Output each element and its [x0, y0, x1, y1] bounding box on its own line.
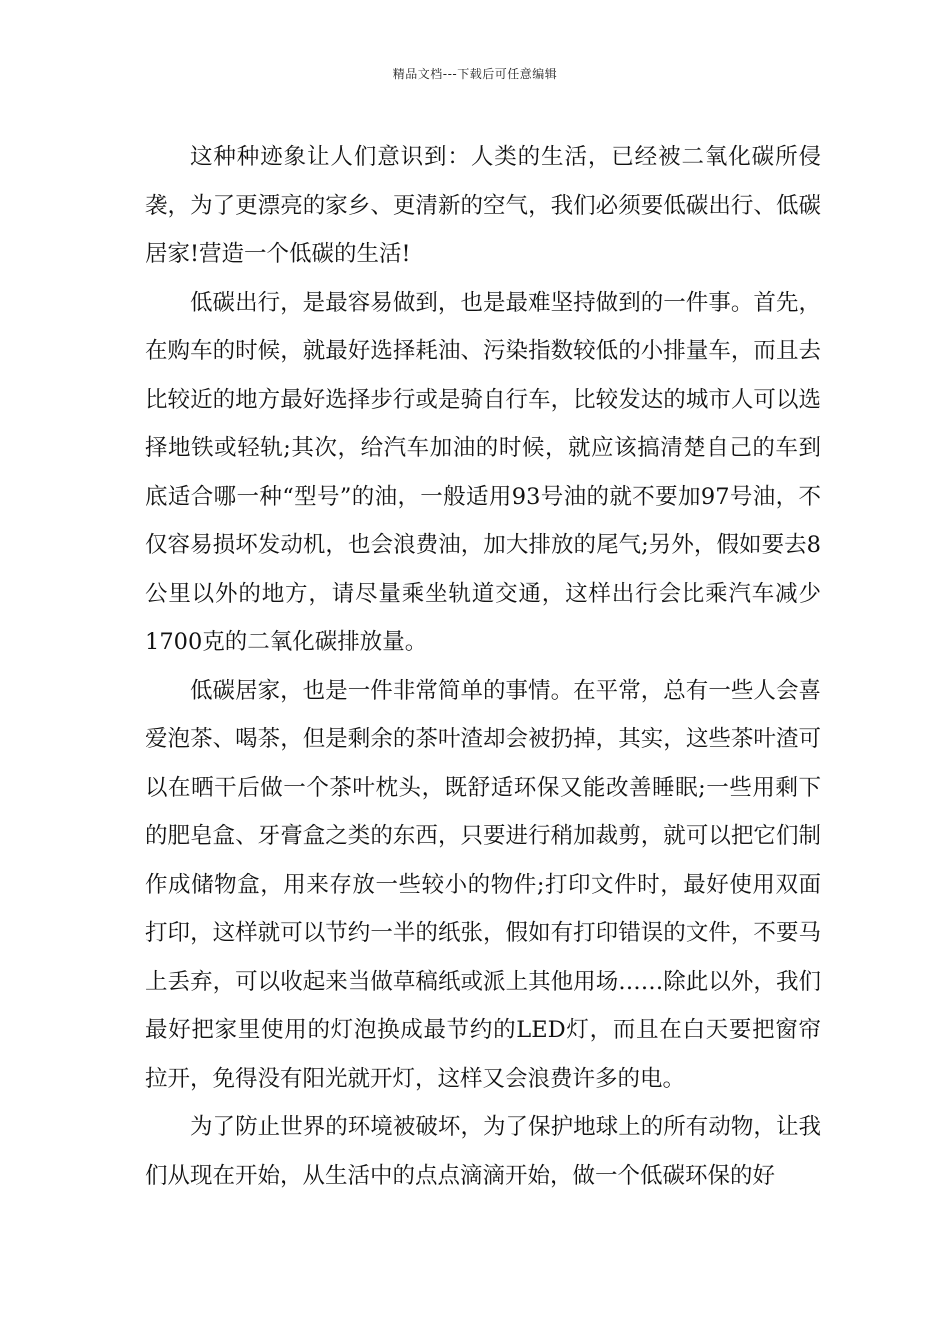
paragraph-4: 为了防止世界的环境被破坏，为了保护地球上的所有动物，让我们从现在开始，从生活中的点点滴滴开始，做一个低碳环保的好 [145, 1114, 821, 1189]
page-header: 精品文档---下载后可任意编辑 [392, 67, 558, 81]
document-body [145, 133, 821, 1200]
paragraph-3: 低碳居家，也是一件非常简单的事情。在平常，总有一些人会喜爱泡茶、喝茶，但是剩余的茶叶渣却会被扔掉，其实，这些茶叶渣可以在晒干后做一个茶叶枕头，既舒适环保又能改善睡眠;一些用剩下的肥皂盒、牙膏盒之类的东西，只要进行稍加裁剪，就可以把它们制作成储物盒，用来存放一些较小的物件;打印文件时，最好使用双面打印，这样就可以节约一半的纸张，假如有打印错误的文件，不要马上丢弃，可以收起来当做草稿纸或派上其他用场……除此以外，我们最好把家里使用的灯泡换成最节约的LED灯，而且在白天要把窗帘拉开，免得没有阳光就开灯，这样又会浪费许多的电。 [145, 677, 821, 1092]
paragraph-2: 低碳出行，是最容易做到，也是最难坚持做到的一件事。首先，在购车的时候，就最好选择耗油、污染指数较低的小排量车，而且去比较近的地方最好选择步行或是骑自行车，比较发达的城市人可以选择地铁或轻轨;其次，给汽车加油的时候，就应该搞清楚自己的车到底适合哪一种“型号”的油，一般适用93号油的就不要加97号油，不仅容易损坏发动机，也会浪费油，加大排放的尾气;另外，假如要去8公里以外的地方，请尽量乘坐轨道交通，这样出行会比乘汽车减少1700克的二氧化碳排放量。 [145, 289, 821, 655]
paragraph-1: 这种种迹象让人们意识到：人类的生活，已经被二氧化碳所侵袭，为了更漂亮的家乡、更清新的空气，我们必须要低碳出行、低碳居家!营造一个低碳的生活! [145, 144, 821, 267]
